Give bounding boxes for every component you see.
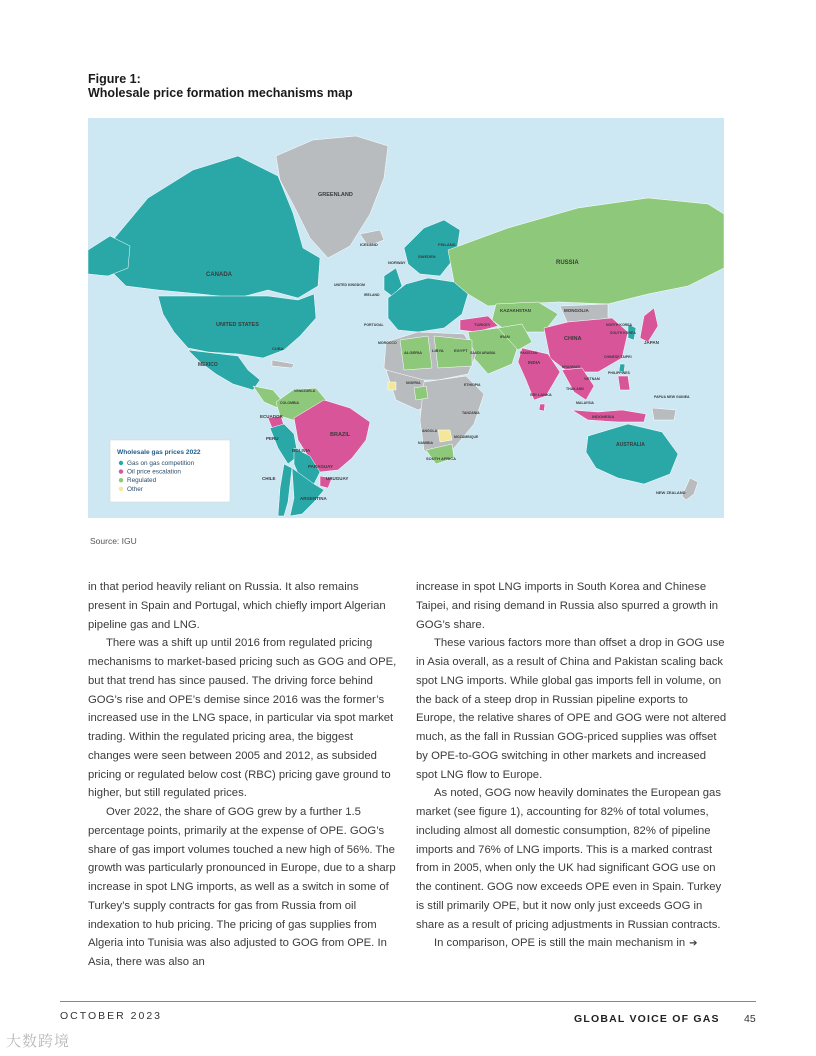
label-myanmar: MYANMAR: [562, 365, 580, 369]
footer-date: OCTOBER 2023: [60, 1010, 163, 1022]
label-uk: UNITED KINGDOM: [334, 283, 365, 287]
label-norway: NORWAY: [388, 260, 406, 265]
label-india: INDIA: [528, 360, 541, 365]
page-number: 45: [744, 1013, 756, 1025]
legend-label: Oil price escalation: [127, 468, 181, 476]
watermark-logo: 大数跨境: [6, 1033, 71, 1050]
label-china: CHINA: [564, 336, 582, 342]
label-iran: IRAN: [500, 334, 510, 339]
paragraph: increase in spot LNG imports in South Korea and Chinese Taipei, and rising demand in Russia also spurred a growth in GOG’s share.: [416, 581, 719, 631]
label-vietnam: VIETNAM: [584, 377, 600, 381]
label-australia: AUSTRALIA: [616, 442, 645, 448]
body-column-left: [88, 578, 398, 972]
legend-label: Regulated: [127, 477, 157, 485]
footer-divider: [60, 1001, 756, 1002]
paragraph-text: In comparison, OPE is still the main mechanism in: [434, 937, 686, 950]
label-saudi-arabia: SAUDI ARABIA: [470, 351, 496, 355]
label-angola: ANGOLA: [422, 429, 438, 433]
label-turkey: TURKEY: [474, 322, 491, 327]
label-mexico: MEXICO: [198, 362, 218, 368]
paragraph: in that period heavily reliant on Russia. It also remains present in Spain and Portugal, which chiefly import Algerian pipeline gas and LNG.: [88, 581, 386, 631]
label-nigeria: NIGERIA: [406, 381, 421, 385]
paragraph-last: [416, 934, 728, 954]
label-russia: RUSSIA: [556, 260, 579, 266]
label-japan: JAPAN: [644, 340, 659, 345]
png-shape: [652, 408, 676, 420]
label-thailand: THAILAND: [566, 387, 584, 391]
label-brazil: BRAZIL: [330, 432, 351, 438]
label-iceland: ICELAND: [360, 242, 378, 247]
footer-brand: GLOBAL VOICE OF GAS: [574, 1013, 720, 1025]
figure-title: Wholesale price formation mechanisms map: [88, 86, 353, 100]
paragraph: Over 2022, the share of GOG grew by a further 1.5 percentage points, primarily at the expense of OPE. GOG’s share of gas import volumes touched a new high of 56%. The growth was particularly pronounced in Europe, due to a sharp increase in spot LNG imports, as well as a switch in some of Turkey’s supply contracts for gas from Russia from oil indexation to hub pricing. The pricing of gas supplies from Algeria into Tunisia was also adjusted to GOG from OPE. In Asia, there was also an: [88, 806, 396, 968]
label-png: PAPUA NEW GUINEA: [654, 395, 690, 399]
label-paraguay: PARAGUAY: [308, 464, 334, 469]
other-africa-shape: [438, 430, 452, 442]
label-cuba: CUBA: [272, 346, 284, 351]
label-ethiopia: ETHIOPIA: [464, 383, 481, 387]
legend-swatch: [119, 478, 123, 482]
label-greenland: GREENLAND: [318, 192, 353, 198]
paragraph: There was a shift up until 2016 from regulated pricing mechanisms to market-based pricing such as GOG and OPE, but that trend has since paused. The driving force behind GOG’s rise and OPE’s demise since 2016 was the former’s increased use in the LNG space, in particular via spot market trading. Within the regulated pricing area, the biggest changes were seen between 2005 and 2012, as subsided pricing or regulated below cost (RBC) pricing gave ground to higher, but still regulated prices.: [88, 637, 397, 800]
label-colombia: COLOMBIA: [280, 401, 300, 405]
sri-lanka-shape: [539, 404, 545, 411]
label-bolivia: BOLIVIA: [292, 448, 311, 453]
legend-swatch: [119, 487, 123, 491]
figure-label: Figure 1:: [88, 72, 141, 86]
philippines-shape: [618, 376, 630, 390]
label-malaysia: MALAYSIA: [576, 401, 594, 405]
label-tanzania: TANZANIA: [462, 411, 480, 415]
body-column-right: [416, 578, 728, 954]
label-venezuela: VENEZUELA: [294, 389, 316, 393]
label-pakistan: PAKISTAN: [520, 351, 538, 355]
label-sri-lanka: SRI LANKA: [530, 392, 552, 397]
label-mongolia: MONGOLIA: [564, 308, 589, 313]
world-map: [88, 118, 724, 518]
label-argentina: ARGENTINA: [300, 496, 327, 501]
legend-label: Other: [127, 485, 143, 493]
label-namibia: NAMIBIA: [418, 441, 433, 445]
legend-title: Wholesale gas prices 2022: [117, 449, 201, 456]
label-mozambique: MOZAMBIQUE: [454, 435, 479, 439]
legend-label: Gas on gas competition: [127, 460, 195, 467]
label-uruguay: URUGUAY: [326, 476, 349, 481]
map-legend: [110, 440, 230, 502]
label-finland: FINLAND: [438, 242, 456, 247]
label-usa: UNITED STATES: [216, 322, 259, 328]
label-canada: CANADA: [206, 272, 232, 278]
label-peru: PERU: [266, 436, 279, 441]
label-morocco: MOROCCO: [378, 341, 397, 345]
nigeria-shape: [414, 386, 428, 400]
label-egypt: EGYPT: [454, 348, 468, 353]
figure-source: Source: IGU: [90, 536, 137, 546]
label-south-korea: SOUTH KOREA: [610, 331, 636, 335]
paragraph: As noted, GOG now heavily dominates the European gas market (see figure 1), accounting for 82% of total volumes, including almost all domestic consumption, 82% of pipeline imports and 76% of LNG imports. This is a marked contrast from in 2005, when only the UK had significant GOG use on the continent. GOG now exceeds OPE even in Spain. Turkey is still primarily OPE, but it now only just exceeds GOG in share as a result of pricing adjustments in Russian contracts.: [416, 787, 722, 931]
other-africa-2-shape: [388, 382, 396, 390]
label-ireland: IRELAND: [364, 293, 380, 297]
label-chile: CHILE: [262, 476, 276, 481]
label-north-korea: NORTH KOREA: [606, 323, 633, 327]
label-philippines: PHILIPPINES: [608, 371, 630, 375]
paragraph: These various factors more than offset a drop in GOG use in Asia overall, as a result of China and Pakistan scaling back spot LNG imports. While global gas imports fell in volume, on the back of a steep drop in Russian pipeline exports to Europe, the relative shares of OPE and GOG were not altered much, as the fall in Russian GOG-priced supplies was offset by OPE-to-GOG switching in other markets and increased spot LNG flow to Europe.: [416, 637, 727, 781]
label-chinese-taipei: CHINESE TAIPEI: [604, 355, 632, 359]
label-sweden: SWEDEN: [418, 254, 436, 259]
label-indonesia: INDONESIA: [592, 414, 615, 419]
label-south-africa: SOUTH AFRICA: [426, 456, 457, 461]
label-new-zealand: NEW ZEALAND: [656, 490, 686, 495]
legend-swatch: [119, 461, 123, 465]
label-portugal: PORTUGAL: [364, 323, 384, 327]
label-kazakhstan: KAZAKHSTAN: [500, 308, 531, 313]
continue-arrow-icon: ➔: [689, 938, 698, 950]
label-ecuador: ECUADOR: [260, 414, 283, 419]
label-algeria: ALGERIA: [404, 350, 422, 355]
label-libya: LIBYA: [432, 348, 444, 353]
legend-swatch: [119, 469, 123, 473]
